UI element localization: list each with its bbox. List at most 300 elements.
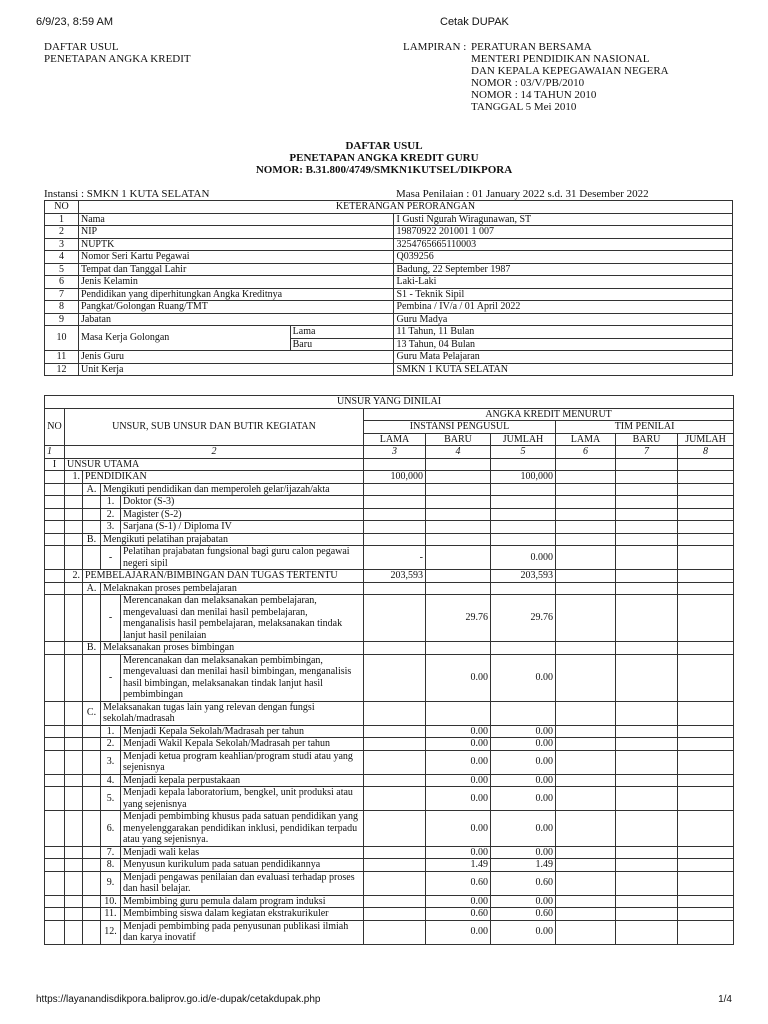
value-baru-instansi: 0.60 bbox=[426, 908, 491, 921]
value-jumlah-tim bbox=[678, 895, 734, 908]
indent-cell bbox=[45, 521, 65, 534]
indent-cell bbox=[83, 546, 101, 570]
col-instansi-pengusul: INSTANSI PENGUSUL bbox=[364, 421, 556, 434]
indent-cell bbox=[65, 920, 83, 944]
value-jumlah-tim bbox=[678, 750, 734, 774]
unsur-title: UNSUR YANG DINILAI bbox=[45, 396, 734, 409]
value-lama-tim bbox=[556, 787, 616, 811]
value-baru-instansi bbox=[426, 483, 491, 496]
indent-cell bbox=[45, 595, 65, 642]
value-jumlah-instansi: 0.00 bbox=[491, 750, 556, 774]
row-number: 9 bbox=[45, 313, 79, 326]
value-lama-instansi bbox=[364, 750, 426, 774]
value-jumlah-instansi: 100,000 bbox=[491, 471, 556, 484]
value-jumlah-instansi: 29.76 bbox=[491, 595, 556, 642]
row-label: Sarjana (S-1) / Diploma IV bbox=[121, 521, 364, 534]
col-index: 2 bbox=[65, 446, 364, 459]
value-jumlah-instansi: 0.00 bbox=[491, 787, 556, 811]
value-jumlah-tim bbox=[678, 725, 734, 738]
value-lama-tim bbox=[556, 774, 616, 787]
row-number: 7 bbox=[45, 288, 79, 301]
masa-kerja-baru-value: 13 Tahun, 04 Bulan bbox=[394, 338, 733, 351]
row-label: Nomor Seri Kartu Pegawai bbox=[78, 251, 394, 264]
indent-cell bbox=[45, 774, 65, 787]
value-baru-tim bbox=[616, 595, 678, 642]
indent-cell bbox=[83, 908, 101, 921]
table-row bbox=[45, 213, 733, 226]
row-number: 9. bbox=[101, 871, 121, 895]
value-jumlah-instansi: 0.60 bbox=[491, 871, 556, 895]
value-jumlah-tim bbox=[678, 811, 734, 847]
col-tim-penilai: TIM PENILAI bbox=[556, 421, 734, 434]
value-baru-instansi bbox=[426, 508, 491, 521]
value-baru-tim bbox=[616, 546, 678, 570]
value-lama-tim bbox=[556, 483, 616, 496]
value-jumlah-tim bbox=[678, 546, 734, 570]
value-lama-instansi bbox=[364, 508, 426, 521]
header-right-line: NOMOR : 14 TAHUN 2010 bbox=[471, 89, 597, 101]
indent-cell bbox=[83, 738, 101, 751]
value-baru-tim bbox=[616, 811, 678, 847]
row-number: 4 bbox=[45, 251, 79, 264]
indent-cell bbox=[65, 483, 83, 496]
indent-cell bbox=[45, 654, 65, 701]
value-jumlah-instansi: 0.00 bbox=[491, 846, 556, 859]
row-value: 3254765665110003 bbox=[394, 238, 733, 251]
indent-cell bbox=[45, 546, 65, 570]
browser-print-header bbox=[36, 16, 732, 30]
instansi: Instansi : SMKN 1 KUTA SELATAN bbox=[44, 188, 210, 200]
row-label: Nama bbox=[78, 213, 394, 226]
value-baru-tim bbox=[616, 908, 678, 921]
value-jumlah-tim bbox=[678, 920, 734, 944]
value-jumlah-tim bbox=[678, 471, 734, 484]
value-jumlah-instansi bbox=[491, 582, 556, 595]
row-number: 6 bbox=[45, 276, 79, 289]
value-jumlah-tim bbox=[678, 871, 734, 895]
value-jumlah-instansi: 0.000 bbox=[491, 546, 556, 570]
row-value: SMKN 1 KUTA SELATAN bbox=[394, 363, 733, 376]
row-label: Mengikuti pendidikan dan memperoleh gelar/ijazah/akta bbox=[101, 483, 364, 496]
indent-cell bbox=[65, 895, 83, 908]
indent-cell bbox=[45, 871, 65, 895]
indent-cell bbox=[65, 871, 83, 895]
row-label: Menjadi wali kelas bbox=[121, 846, 364, 859]
value-jumlah-tim bbox=[678, 908, 734, 921]
value-jumlah-instansi bbox=[491, 701, 556, 725]
value-jumlah-instansi: 0.00 bbox=[491, 738, 556, 751]
value-baru-instansi: 0.00 bbox=[426, 811, 491, 847]
header-right-line: DAN KEPALA KEPEGAWAIAN NEGERA bbox=[471, 65, 669, 77]
indent-cell bbox=[83, 811, 101, 847]
row-number: C. bbox=[83, 701, 101, 725]
indent-cell bbox=[83, 521, 101, 534]
row-number: 1. bbox=[65, 471, 83, 484]
indent-cell bbox=[83, 595, 101, 642]
value-jumlah-tim bbox=[678, 570, 734, 583]
row-label: Merencanakan dan melaksanakan pembelajaran, mengevaluasi dan menilai hasil pembelajaran, menganalisis hasil pembelajaran, melaksanakan tindak lanjut hasil penilaian bbox=[121, 595, 364, 642]
row-number: 12 bbox=[45, 363, 79, 376]
value-lama-instansi bbox=[364, 895, 426, 908]
row-number: 5 bbox=[45, 263, 79, 276]
value-jumlah-tim bbox=[678, 595, 734, 642]
value-lama-instansi bbox=[364, 521, 426, 534]
row-label: Menjadi Wakil Kepala Sekolah/Madrasah per tahun bbox=[121, 738, 364, 751]
row-number: 2. bbox=[101, 738, 121, 751]
indent-cell bbox=[45, 787, 65, 811]
indent-cell bbox=[45, 582, 65, 595]
table-row bbox=[45, 582, 734, 595]
indent-cell bbox=[83, 496, 101, 509]
indent-cell bbox=[45, 895, 65, 908]
row-label: Menjadi kepala perpustakaan bbox=[121, 774, 364, 787]
col-index: 7 bbox=[616, 446, 678, 459]
table-row bbox=[45, 276, 733, 289]
row-number: 5. bbox=[101, 787, 121, 811]
row-value: Guru Madya bbox=[394, 313, 733, 326]
value-lama-instansi bbox=[364, 871, 426, 895]
value-lama-tim bbox=[556, 642, 616, 655]
value-jumlah-instansi bbox=[491, 496, 556, 509]
value-lama-instansi bbox=[364, 920, 426, 944]
value-baru-instansi bbox=[426, 642, 491, 655]
print-page-title: Cetak DUPAK bbox=[440, 16, 509, 28]
row-number: 2. bbox=[101, 508, 121, 521]
table-row bbox=[45, 546, 734, 570]
col-index: 1 bbox=[45, 446, 65, 459]
value-lama-instansi bbox=[364, 642, 426, 655]
table-row bbox=[45, 846, 734, 859]
row-label: Menjadi ketua program keahlian/program studi atau yang sejenisnya bbox=[121, 750, 364, 774]
value-lama-instansi bbox=[364, 701, 426, 725]
row-label: Menjadi Kepala Sekolah/Madrasah per tahun bbox=[121, 725, 364, 738]
value-jumlah-tim bbox=[678, 483, 734, 496]
col-baru: BARU bbox=[426, 433, 491, 446]
value-lama-tim bbox=[556, 895, 616, 908]
value-jumlah-instansi: 1.49 bbox=[491, 859, 556, 872]
row-label: Merencanakan dan melaksanakan pembimbingan, mengevaluasi dan menilai hasil bimbingan, menganalisis hasil bimbingan, melaksanakan tindak lanjut hasil pembimbingan bbox=[121, 654, 364, 701]
row-number: 10 bbox=[45, 326, 79, 351]
table-row bbox=[45, 908, 734, 921]
value-lama-instansi: - bbox=[364, 546, 426, 570]
value-lama-tim bbox=[556, 846, 616, 859]
table-row bbox=[45, 654, 734, 701]
row-label: Melaknakan proses pembelajaran bbox=[101, 582, 364, 595]
value-jumlah-tim bbox=[678, 787, 734, 811]
value-baru-instansi bbox=[426, 701, 491, 725]
row-number: I bbox=[45, 458, 65, 471]
row-label: Jabatan bbox=[78, 313, 394, 326]
row-label: UNSUR UTAMA bbox=[65, 458, 364, 471]
value-baru-tim bbox=[616, 582, 678, 595]
row-number: 8 bbox=[45, 301, 79, 314]
value-baru-tim bbox=[616, 859, 678, 872]
value-jumlah-instansi: 0.00 bbox=[491, 654, 556, 701]
table-row bbox=[45, 701, 734, 725]
browser-print-footer bbox=[36, 994, 732, 1008]
masa-kerja-baru-label: Baru bbox=[290, 338, 394, 351]
table-row bbox=[45, 774, 734, 787]
value-baru-instansi bbox=[426, 570, 491, 583]
value-baru-instansi: 0.00 bbox=[426, 774, 491, 787]
value-jumlah-tim bbox=[678, 701, 734, 725]
value-lama-instansi bbox=[364, 582, 426, 595]
row-number: 2 bbox=[45, 226, 79, 239]
row-label: Membimbing siswa dalam kegiatan ekstrakurikuler bbox=[121, 908, 364, 921]
row-label: Pelatihan prajabatan fungsional bagi guru calon pegawai negeri sipil bbox=[121, 546, 364, 570]
header-left bbox=[44, 41, 191, 65]
value-jumlah-instansi bbox=[491, 508, 556, 521]
table-row bbox=[45, 238, 733, 251]
header-right bbox=[471, 41, 669, 113]
row-label: Unit Kerja bbox=[78, 363, 394, 376]
row-number: - bbox=[101, 546, 121, 570]
table-row bbox=[45, 521, 734, 534]
value-baru-instansi: 0.00 bbox=[426, 750, 491, 774]
value-lama-instansi bbox=[364, 533, 426, 546]
value-baru-tim bbox=[616, 496, 678, 509]
table-row bbox=[45, 263, 733, 276]
row-number: 4. bbox=[101, 774, 121, 787]
value-baru-tim bbox=[616, 471, 678, 484]
unsur-table bbox=[44, 395, 734, 945]
value-baru-instansi bbox=[426, 533, 491, 546]
value-lama-tim bbox=[556, 582, 616, 595]
value-lama-instansi bbox=[364, 738, 426, 751]
col-index: 8 bbox=[678, 446, 734, 459]
value-baru-tim bbox=[616, 570, 678, 583]
document-title-line: NOMOR: B.31.800/4749/SMKN1KUTSEL/DIKPORA bbox=[255, 164, 513, 176]
value-lama-instansi bbox=[364, 846, 426, 859]
col-index: 6 bbox=[556, 446, 616, 459]
indent-cell bbox=[83, 920, 101, 944]
indent-cell bbox=[65, 546, 83, 570]
value-jumlah-tim bbox=[678, 846, 734, 859]
row-number: 10. bbox=[101, 895, 121, 908]
value-baru-instansi bbox=[426, 471, 491, 484]
value-lama-tim bbox=[556, 750, 616, 774]
value-baru-instansi: 0.00 bbox=[426, 787, 491, 811]
value-lama-tim bbox=[556, 725, 616, 738]
header-right-line: MENTERI PENDIDIKAN NASIONAL bbox=[471, 53, 650, 65]
indent-cell bbox=[65, 725, 83, 738]
value-lama-tim bbox=[556, 471, 616, 484]
indent-cell bbox=[83, 871, 101, 895]
row-label: NIP bbox=[78, 226, 394, 239]
value-baru-tim bbox=[616, 533, 678, 546]
value-baru-instansi bbox=[426, 546, 491, 570]
row-label: PENDIDIKAN bbox=[83, 471, 364, 484]
table-row bbox=[45, 326, 733, 339]
row-label: Menyusun kurikulum pada satuan pendidikannya bbox=[121, 859, 364, 872]
value-baru-tim bbox=[616, 458, 678, 471]
value-jumlah-tim bbox=[678, 582, 734, 595]
value-lama-tim bbox=[556, 546, 616, 570]
document-title-line: DAFTAR USUL bbox=[345, 140, 423, 152]
row-label: NUPTK bbox=[78, 238, 394, 251]
value-jumlah-instansi bbox=[491, 483, 556, 496]
indent-cell bbox=[65, 508, 83, 521]
col-angka-kredit: ANGKA KREDIT MENURUT bbox=[364, 408, 734, 421]
table-row bbox=[45, 288, 733, 301]
value-baru-instansi: 0.00 bbox=[426, 846, 491, 859]
print-datetime: 6/9/23, 8:59 AM bbox=[36, 16, 114, 28]
row-value: Q039256 bbox=[394, 251, 733, 264]
value-lama-tim bbox=[556, 811, 616, 847]
value-jumlah-tim bbox=[678, 642, 734, 655]
value-baru-instansi bbox=[426, 496, 491, 509]
indent-cell bbox=[45, 508, 65, 521]
header-right-line: NOMOR : 03/V/PB/2010 bbox=[471, 77, 585, 89]
indent-cell bbox=[65, 533, 83, 546]
value-jumlah-tim bbox=[678, 738, 734, 751]
table-row bbox=[45, 570, 734, 583]
row-number: 1. bbox=[101, 725, 121, 738]
value-baru-tim bbox=[616, 738, 678, 751]
value-jumlah-tim bbox=[678, 859, 734, 872]
value-lama-tim bbox=[556, 508, 616, 521]
row-label: Mengikuti pelatihan prajabatan bbox=[101, 533, 364, 546]
indent-cell bbox=[45, 483, 65, 496]
value-baru-instansi: 0.00 bbox=[426, 654, 491, 701]
indent-cell bbox=[83, 725, 101, 738]
indent-cell bbox=[65, 846, 83, 859]
row-number: 1 bbox=[45, 213, 79, 226]
value-jumlah-instansi: 0.60 bbox=[491, 908, 556, 921]
indent-cell bbox=[45, 846, 65, 859]
value-jumlah-instansi bbox=[491, 533, 556, 546]
row-value: 19870922 201001 1 007 bbox=[394, 226, 733, 239]
row-label: PEMBELAJARAN/BIMBINGAN DAN TUGAS TERTENTU bbox=[83, 570, 364, 583]
table-row bbox=[45, 920, 734, 944]
indent-cell bbox=[65, 908, 83, 921]
table-row bbox=[45, 750, 734, 774]
col-lama: LAMA bbox=[556, 433, 616, 446]
row-number: 12. bbox=[101, 920, 121, 944]
header-right-line: TANGGAL 5 Mei 2010 bbox=[471, 101, 577, 113]
table-row bbox=[45, 458, 734, 471]
table-row bbox=[45, 508, 734, 521]
value-baru-instansi: 1.49 bbox=[426, 859, 491, 872]
value-baru-tim bbox=[616, 654, 678, 701]
row-label: Pendidikan yang diperhitungkan Angka Kreditnya bbox=[78, 288, 394, 301]
value-lama-instansi bbox=[364, 654, 426, 701]
value-lama-instansi bbox=[364, 859, 426, 872]
indent-cell bbox=[83, 859, 101, 872]
value-jumlah-instansi: 0.00 bbox=[491, 725, 556, 738]
indent-cell bbox=[45, 570, 65, 583]
row-number: 2. bbox=[65, 570, 83, 583]
indent-cell bbox=[83, 654, 101, 701]
value-lama-instansi bbox=[364, 774, 426, 787]
col-unsur: UNSUR, SUB UNSUR DAN BUTIR KEGIATAN bbox=[65, 408, 364, 446]
indent-cell bbox=[45, 859, 65, 872]
masa-kerja-lama-label: Lama bbox=[290, 326, 394, 339]
row-label: Masa Kerja Golongan bbox=[78, 326, 290, 351]
indent-cell bbox=[45, 750, 65, 774]
indent-cell bbox=[65, 774, 83, 787]
row-label: Tempat dan Tanggal Lahir bbox=[78, 263, 394, 276]
value-lama-instansi bbox=[364, 483, 426, 496]
row-label: Melaksanakan proses bimbingan bbox=[101, 642, 364, 655]
header-left-line: DAFTAR USUL bbox=[44, 41, 119, 53]
table-row bbox=[45, 738, 734, 751]
value-jumlah-tim bbox=[678, 654, 734, 701]
row-value: Pembina / IV/a / 01 April 2022 bbox=[394, 301, 733, 314]
indent-cell bbox=[65, 738, 83, 751]
value-lama-tim bbox=[556, 859, 616, 872]
lampiran-label: LAMPIRAN : bbox=[403, 41, 467, 53]
indent-cell bbox=[45, 642, 65, 655]
row-number: B. bbox=[83, 533, 101, 546]
value-lama-instansi bbox=[364, 725, 426, 738]
value-baru-instansi: 0.00 bbox=[426, 725, 491, 738]
value-baru-tim bbox=[616, 895, 678, 908]
indent-cell bbox=[83, 787, 101, 811]
indent-cell bbox=[65, 787, 83, 811]
row-value: Badung, 22 September 1987 bbox=[394, 263, 733, 276]
indent-cell bbox=[45, 811, 65, 847]
value-baru-tim bbox=[616, 642, 678, 655]
column-index-row bbox=[45, 446, 734, 459]
table-row bbox=[45, 871, 734, 895]
table-row bbox=[45, 363, 733, 376]
row-label: Melaksanakan tugas lain yang relevan dengan fungsi sekolah/madrasah bbox=[101, 701, 364, 725]
indent-cell bbox=[83, 508, 101, 521]
col-jumlah: JUMLAH bbox=[491, 433, 556, 446]
col-jumlah: JUMLAH bbox=[678, 433, 734, 446]
value-jumlah-tim bbox=[678, 458, 734, 471]
row-label: Menjadi pembimbing khusus pada satuan pendidikan yang menyelenggarakan pendidikan inklusi, pendidikan terpadu atau yang sejenisnya. bbox=[121, 811, 364, 847]
table-row bbox=[45, 226, 733, 239]
value-jumlah-tim bbox=[678, 521, 734, 534]
value-lama-tim bbox=[556, 533, 616, 546]
value-baru-tim bbox=[616, 483, 678, 496]
table-row bbox=[45, 251, 733, 264]
value-baru-tim bbox=[616, 871, 678, 895]
masa-kerja-lama-value: 11 Tahun, 11 Bulan bbox=[394, 326, 733, 339]
col-index: 4 bbox=[426, 446, 491, 459]
personal-info-table bbox=[44, 200, 733, 376]
row-value: Laki-Laki bbox=[394, 276, 733, 289]
indent-cell bbox=[45, 920, 65, 944]
row-number: A. bbox=[83, 483, 101, 496]
table-row bbox=[45, 496, 734, 509]
table-row bbox=[45, 787, 734, 811]
row-label: Jenis Guru bbox=[78, 351, 394, 364]
value-lama-instansi: 100,000 bbox=[364, 471, 426, 484]
table-row bbox=[45, 313, 733, 326]
table-row bbox=[45, 351, 733, 364]
value-lama-instansi bbox=[364, 787, 426, 811]
table-row bbox=[45, 483, 734, 496]
value-baru-tim bbox=[616, 774, 678, 787]
row-value: S1 - Teknik Sipil bbox=[394, 288, 733, 301]
value-baru-instansi: 0.00 bbox=[426, 920, 491, 944]
indent-cell bbox=[65, 642, 83, 655]
col-index: 5 bbox=[491, 446, 556, 459]
value-lama-tim bbox=[556, 871, 616, 895]
row-label: Jenis Kelamin bbox=[78, 276, 394, 289]
value-jumlah-instansi: 203,593 bbox=[491, 570, 556, 583]
value-lama-instansi bbox=[364, 595, 426, 642]
indent-cell bbox=[45, 496, 65, 509]
indent-cell bbox=[45, 533, 65, 546]
value-baru-tim bbox=[616, 920, 678, 944]
row-label: Menjadi kepala laboratorium, bengkel, unit produksi atau yang sejenisnya bbox=[121, 787, 364, 811]
value-jumlah-tim bbox=[678, 533, 734, 546]
document-title-line: PENETAPAN ANGKA KREDIT GURU bbox=[289, 152, 479, 164]
